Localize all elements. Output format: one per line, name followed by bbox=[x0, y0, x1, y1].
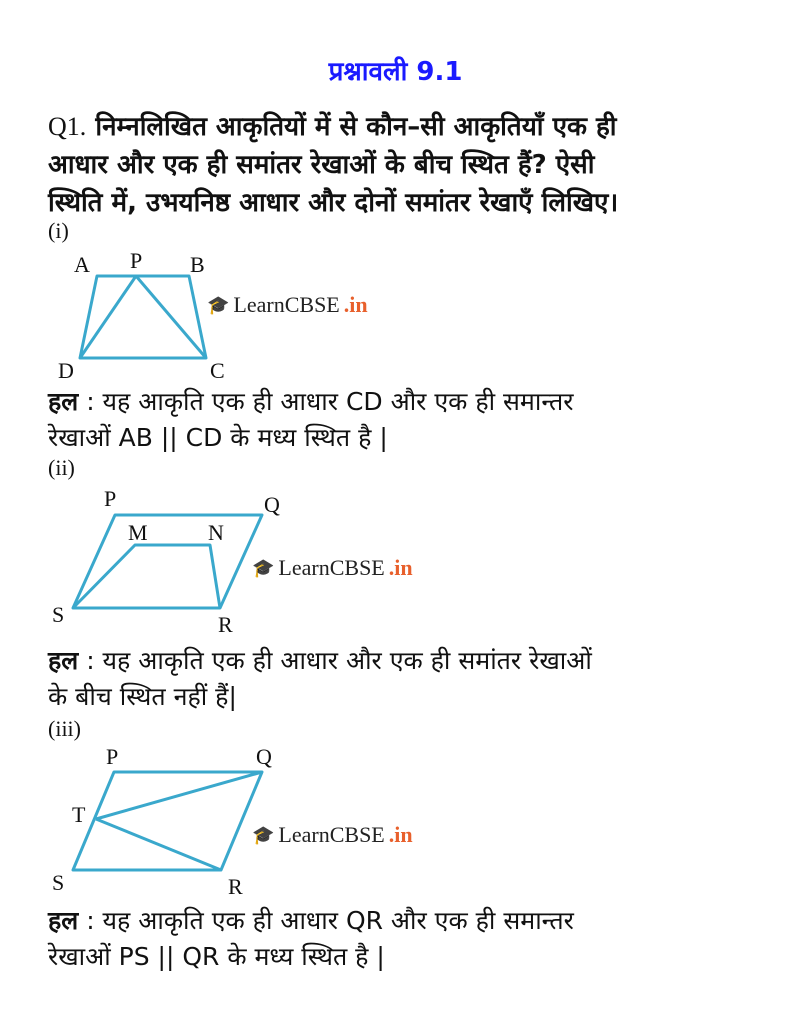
part-label-iii: (iii) bbox=[48, 716, 81, 741]
vertex-label: D bbox=[58, 358, 74, 383]
vertex-label: T bbox=[72, 802, 86, 827]
answer-i-line-2: रेखाओं AB || CD के मध्य स्थित है | bbox=[48, 423, 388, 452]
vertex-label: P bbox=[130, 248, 143, 273]
answer-iii-line-1: हल : यह आकृति एक ही आधार QR और एक ही समान्तर bbox=[48, 906, 574, 935]
answer-ii-line-2: के बीच स्थित नहीं हैं| bbox=[48, 682, 237, 711]
answer-iii-line-2: रेखाओं PS || QR के मध्य स्थित है | bbox=[48, 942, 385, 971]
vertex-label: R bbox=[218, 612, 233, 637]
vertex-label: Q bbox=[264, 492, 280, 517]
vertex-label: M bbox=[128, 520, 148, 545]
graduation-cap-icon: 🎓 bbox=[252, 557, 275, 578]
answer-ii-line-1: हल : यह आकृति एक ही आधार और एक ही समांतर रेखाओं bbox=[48, 646, 592, 675]
figure-iii-tq bbox=[96, 772, 262, 819]
graduation-cap-icon: 🎓 bbox=[207, 294, 230, 315]
watermark: 🎓 LearnCBSE .in bbox=[252, 555, 413, 580]
vertex-label: P bbox=[104, 486, 117, 511]
vertex-label: N bbox=[208, 520, 224, 545]
question-number: Q1. bbox=[48, 112, 87, 141]
vertex-label: C bbox=[210, 358, 225, 383]
vertex-label: B bbox=[190, 252, 205, 277]
page-title: प्रश्नावली 9.1 bbox=[328, 57, 463, 87]
figure-i-pc bbox=[136, 276, 206, 358]
vertex-label: Q bbox=[256, 744, 272, 769]
vertex-label: R bbox=[228, 874, 243, 899]
answer-i-line-1: हल : यह आकृति एक ही आधार CD और एक ही समान्तर bbox=[48, 387, 574, 416]
part-label-i: (i) bbox=[48, 218, 69, 243]
question-line-2: आधार और एक ही समांतर रेखाओं के बीच स्थित हैं? ऐसी bbox=[48, 150, 595, 180]
watermark: 🎓 LearnCBSE .in bbox=[252, 822, 413, 847]
vertex-label: A bbox=[74, 252, 90, 277]
watermark: 🎓 LearnCBSE .in bbox=[207, 292, 368, 317]
figure-ii-parallelogram bbox=[73, 515, 262, 608]
vertex-label: S bbox=[52, 870, 65, 895]
figure-i-trapezium bbox=[80, 276, 206, 358]
question-line-1: Q1. निम्नलिखित आकृतियों में से कौन–सी आकृतियाँ एक ही bbox=[48, 112, 617, 142]
figure-ii-smnr bbox=[73, 545, 220, 608]
question-line-3: स्थिति में, उभयनिष्ठ आधार और दोनों समांतर रेखाएँ लिखिए। bbox=[48, 188, 619, 218]
vertex-label: P bbox=[106, 744, 119, 769]
figure-iii-tr bbox=[96, 819, 221, 870]
vertex-label: S bbox=[52, 602, 65, 627]
part-label-ii: (ii) bbox=[48, 455, 75, 480]
graduation-cap-icon: 🎓 bbox=[252, 824, 275, 845]
